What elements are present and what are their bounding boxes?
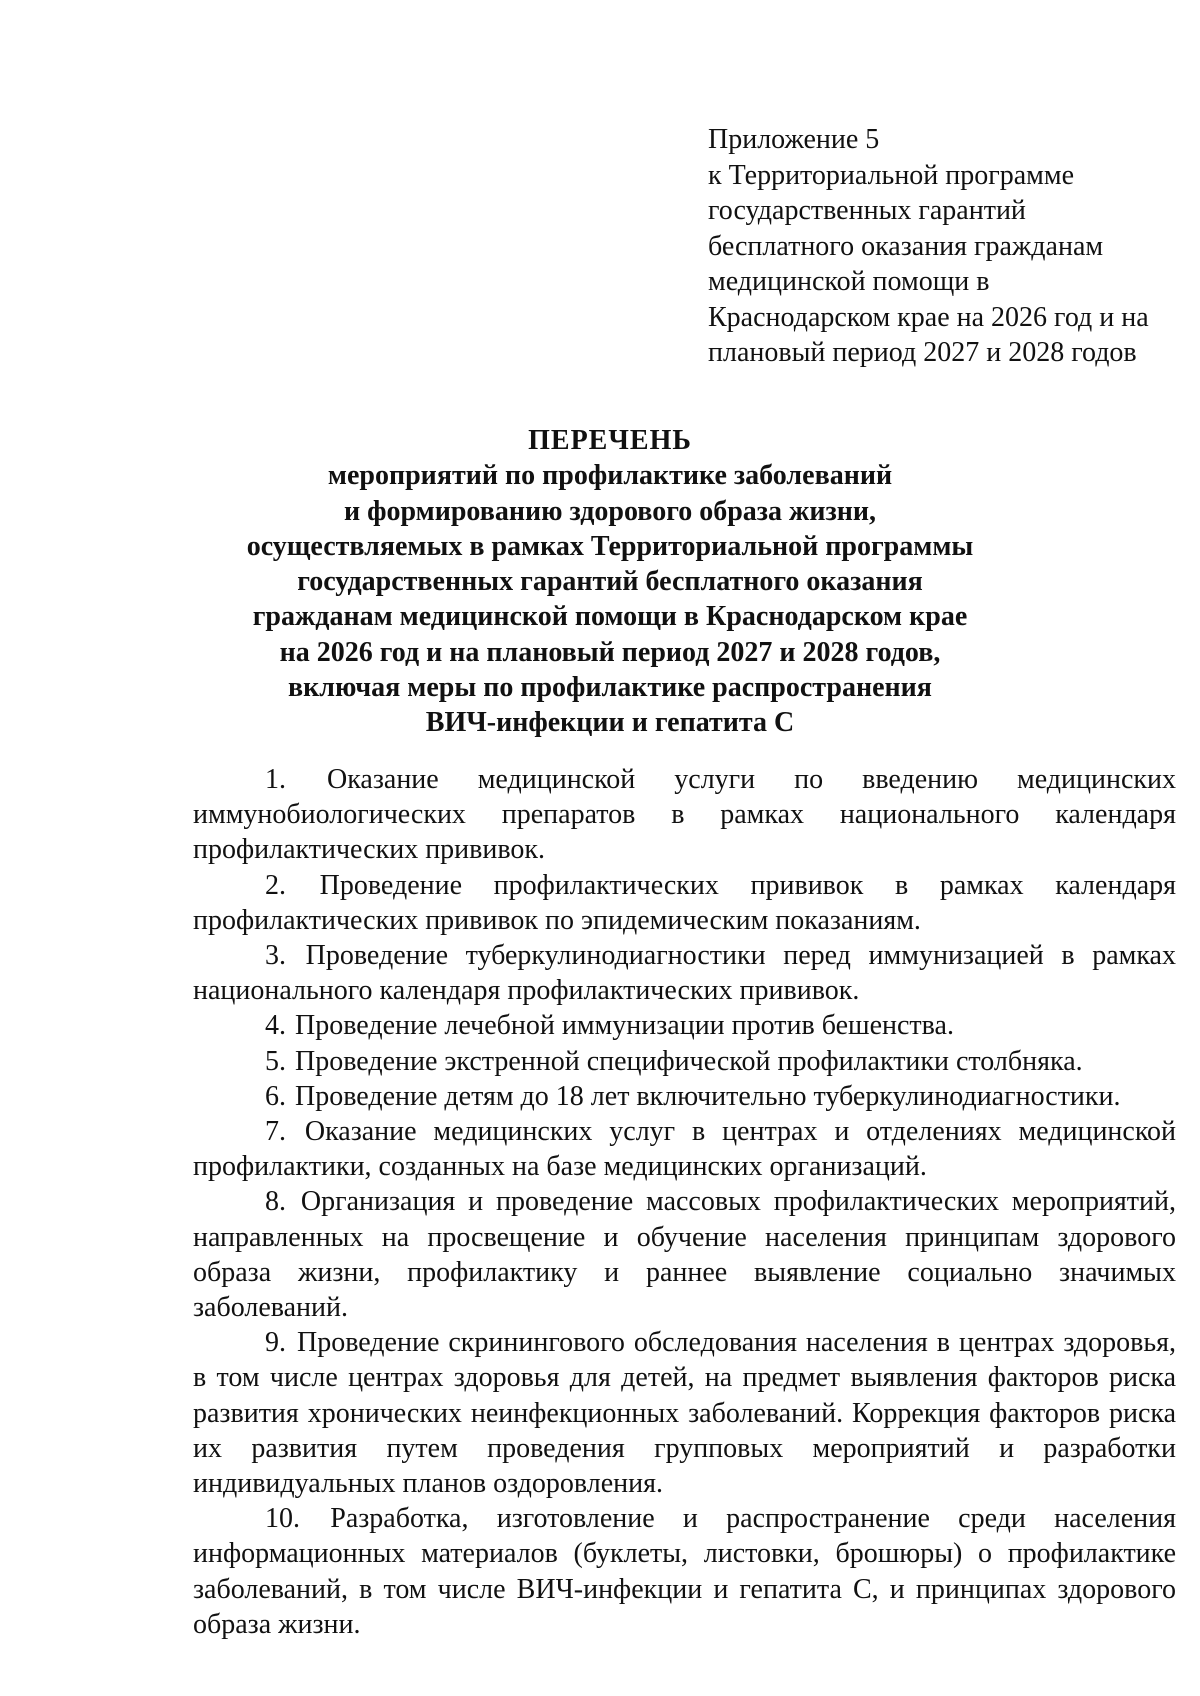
list-item bbox=[193, 868, 1176, 938]
item-text: Проведение скринингового обследования населения в центрах здоровья, в том числе центрах здоровья для детей, на предмет выявления факторов риска развития хронических неинфекционных заболеваний. Коррекция факторов риска их развития путем проведения групповых мероприятий и разработки индивидуальных планов оздоровления. bbox=[193, 1327, 1176, 1500]
list-item bbox=[193, 762, 1176, 868]
measures-list bbox=[193, 762, 1176, 1642]
item-number: 10. bbox=[265, 1503, 300, 1535]
title-line: включая меры по профилактике распространения bbox=[288, 672, 932, 704]
annex-line: плановый период 2027 и 2028 годов bbox=[708, 337, 1137, 368]
item-text: Организация и проведение массовых профилактических мероприятий, направленных на просвещение и обучение населения принципам здорового образа жизни, профилактику и раннее выявление социально значимых заболеваний. bbox=[193, 1186, 1177, 1324]
item-text: Проведение экстренной специфической профилактики столбняка. bbox=[295, 1045, 1083, 1077]
item-text: Проведение лечебной иммунизации против бешенства. bbox=[295, 1010, 954, 1042]
item-text: Проведение детям до 18 лет включительно туберкулинодиагностики. bbox=[295, 1080, 1121, 1112]
annex-line: государственных гарантий bbox=[708, 195, 1026, 226]
item-number: 4. bbox=[265, 1010, 286, 1042]
item-number: 3. bbox=[265, 940, 286, 972]
list-item bbox=[193, 1184, 1176, 1325]
list-item bbox=[193, 1008, 1176, 1043]
item-number: 7. bbox=[265, 1116, 286, 1148]
title-line: государственных гарантий бесплатного оказания bbox=[297, 566, 923, 598]
title-line: осуществляемых в рамках Территориальной программы bbox=[246, 530, 974, 562]
title-heading: ПЕРЕЧЕНЬ bbox=[528, 425, 692, 456]
list-item bbox=[193, 1044, 1176, 1079]
item-text: Разработка, изготовление и распространение среди населения информационных материалов (буклеты, листовки, брошюры) о профилактике заболеваний, в том числе ВИЧ-инфекции и гепатита С, и принципах здорового образа жизни. bbox=[193, 1503, 1176, 1640]
annex-line: бесплатного оказания гражданам bbox=[708, 230, 1104, 262]
item-number: 6. bbox=[265, 1080, 286, 1112]
title-line: гражданам медицинской помощи в Краснодарском крае bbox=[252, 601, 968, 633]
title-line: мероприятий по профилактике заболеваний bbox=[327, 460, 893, 492]
item-number: 8. bbox=[265, 1186, 286, 1218]
title-line: на 2026 год и на плановый период 2027 и 2028 годов, bbox=[279, 636, 941, 668]
list-item bbox=[193, 1325, 1176, 1501]
annex-line: медицинской помощи в bbox=[708, 266, 990, 297]
list-item bbox=[193, 938, 1176, 1008]
list-item bbox=[193, 1501, 1176, 1642]
item-text: Проведение профилактических прививок в рамках календаря профилактических прививок по эпидемическим показаниям. bbox=[193, 869, 1176, 936]
document-title bbox=[180, 423, 1040, 741]
annex-line: к Территориальной программе bbox=[708, 159, 1075, 191]
list-item bbox=[193, 1079, 1176, 1114]
title-line: и формированию здорового образа жизни, bbox=[343, 495, 877, 527]
item-number: 1. bbox=[265, 764, 286, 795]
item-text: Оказание медицинских услуг в центрах и отделениях медицинской профилактики, созданных на базе медицинских организаций. bbox=[193, 1116, 1177, 1183]
item-number: 5. bbox=[265, 1045, 286, 1077]
annex-line: Приложение 5 bbox=[708, 124, 880, 155]
item-number: 9. bbox=[265, 1327, 286, 1359]
list-item bbox=[193, 1114, 1176, 1184]
item-number: 2. bbox=[265, 869, 286, 901]
title-line: ВИЧ-инфекции и гепатита С bbox=[425, 707, 795, 739]
item-text: Оказание медицинской услуги по введению медицинских иммунобиологических препаратов в рамках национального календаря профилактических прививок. bbox=[193, 764, 1176, 866]
item-text: Проведение туберкулинодиагностики перед иммунизацией в рамках национального календаря профилактических прививок. bbox=[193, 940, 1176, 1007]
annex-line: Краснодарском крае на 2026 год и на bbox=[708, 301, 1149, 333]
annex-header bbox=[708, 122, 1178, 371]
